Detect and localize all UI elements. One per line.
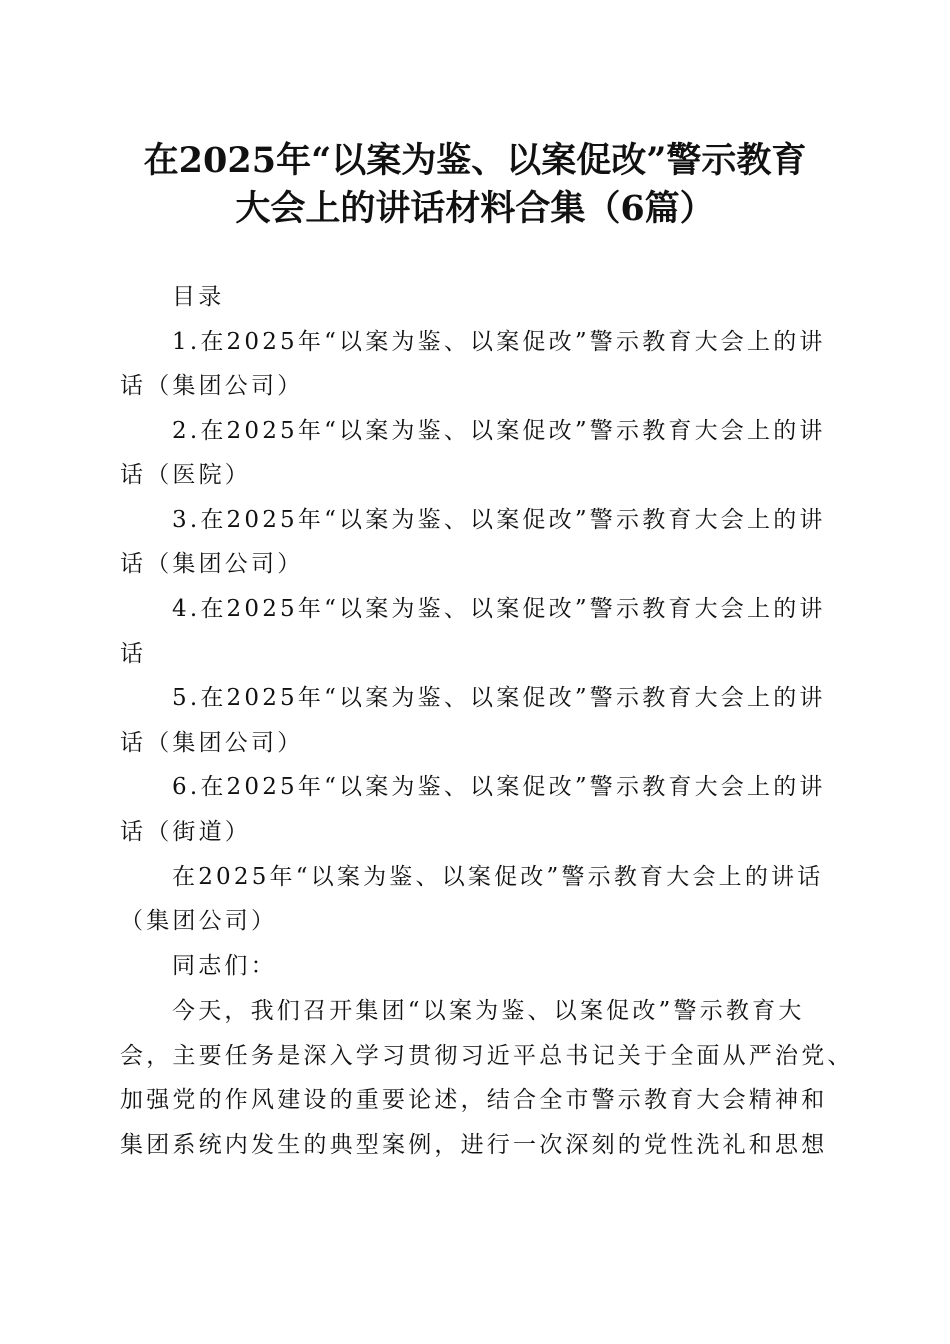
document-title-line-2: 大会上的讲话材料合集（6篇）: [235, 188, 715, 229]
toc-heading: 目录: [172, 284, 225, 310]
document-title-line-1: 在2025年“以案为鉴、以案促改”警示教育: [143, 140, 807, 181]
toc-item-2-cont: 话（医院）: [120, 462, 251, 488]
paragraph-line: 加强党的作风建设的重要论述，结合全市警示教育大会精神和: [120, 1087, 828, 1113]
toc-item-4-cont: 话: [120, 641, 147, 667]
salutation: 同志们：: [172, 953, 277, 979]
toc-item-3-cont: 话（集团公司）: [120, 551, 304, 577]
section-title-cont: （集团公司）: [120, 908, 278, 934]
toc-item-5: 5.在2025年“以案为鉴、以案促改”警示教育大会上的讲: [172, 685, 826, 711]
paragraph-line: 会，主要任务是深入学习贯彻习近平总书记关于全面从严治党、: [120, 1043, 854, 1069]
toc-item-1-cont: 话（集团公司）: [120, 373, 304, 399]
toc-item-4: 4.在2025年“以案为鉴、以案促改”警示教育大会上的讲: [172, 596, 826, 622]
toc-item-3: 3.在2025年“以案为鉴、以案促改”警示教育大会上的讲: [172, 507, 826, 533]
toc-item-6-cont: 话（街道）: [120, 819, 251, 845]
toc-item-1: 1.在2025年“以案为鉴、以案促改”警示教育大会上的讲: [172, 329, 826, 355]
paragraph-line: 今天，我们召开集团“以案为鉴、以案促改”警示教育大: [172, 998, 805, 1024]
toc-item-2: 2.在2025年“以案为鉴、以案促改”警示教育大会上的讲: [172, 418, 826, 444]
section-title: 在2025年“以案为鉴、以案促改”警示教育大会上的讲话: [172, 864, 824, 890]
toc-item-6: 6.在2025年“以案为鉴、以案促改”警示教育大会上的讲: [172, 774, 826, 800]
toc-item-5-cont: 话（集团公司）: [120, 730, 304, 756]
paragraph-line: 集团系统内发生的典型案例，进行一次深刻的党性洗礼和思想: [120, 1132, 828, 1158]
